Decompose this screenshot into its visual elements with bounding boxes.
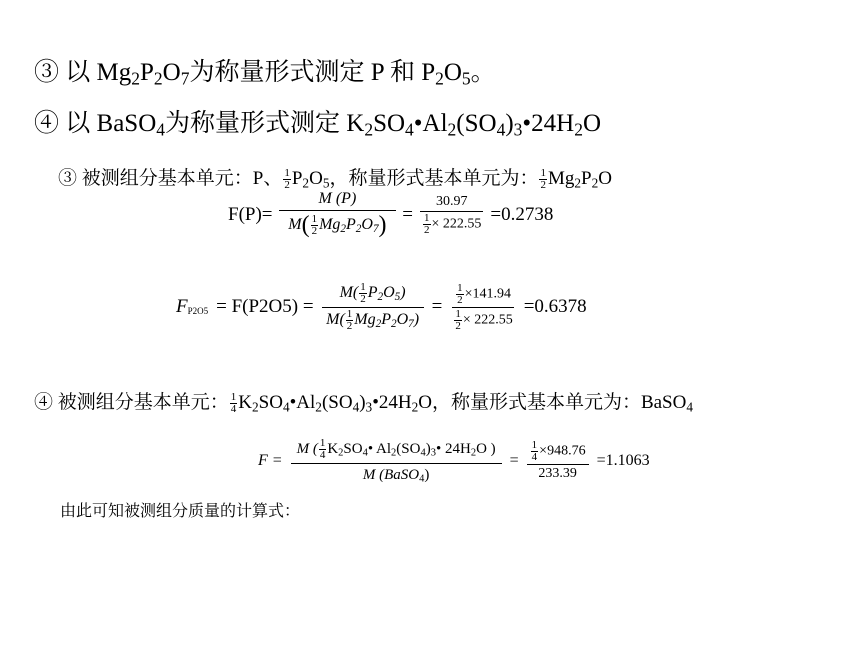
- equation-f-alum: F = M ( $\frac{1}{4}$ $K_2SO_4•$ $Al_2(SO_4)_3•$ $24H_2O$ ) M (BaSO$_4$) = $\frac{1}{4}$ ×948.76 233.39 =1.1063: [258, 437, 650, 485]
- heading-line-2: ④ 以 BaSO$_4$为称量形式测定 $K_2SO_4•Al_2(SO_4)_3•24H_2O$: [34, 110, 602, 140]
- footer-text: 由此可知被测组分质量的计算式：: [60, 503, 301, 520]
- half-fraction: $\frac{1}{2}$: [284, 167, 290, 192]
- circled-3-marker: ③: [34, 59, 60, 86]
- equation-f-p2o5: FP2O5 = F(P2O5) = M( $\frac{1}{2}$ $P_2O_5$) M( $\frac{1}{2}$ $Mg_2P_2O_7$) = $\frac{1}{2}$ ×141.94 $\frac{1}{2}$ × 222.55 =0.6378: [176, 281, 587, 332]
- equation-f-p: F(P)= M (P) M( $\frac{1}{2}$ $Mg_2P_2O_7$) = 30.97 $\frac{1}{2}$ × 222.55 =0.2738: [228, 190, 554, 238]
- heading-line-1: ③ 以 $Mg_2P_2O_7$为称量形式测定 P 和 $P_2O_5$。: [34, 59, 496, 89]
- circled-4-marker: ④: [34, 110, 60, 137]
- quarter-fraction: $\frac{1}{4}$: [230, 391, 237, 416]
- basic-unit-line-4: ④ 被测组分基本单元： $\frac{1}{4}$ $K_2SO_4•Al_2(SO_4)_3•24H_2O$，称量形式基本单元为：BaSO$_4$: [34, 391, 694, 416]
- basic-unit-line-3: ③ 被测组分基本单元：P、 $\frac{1}{2}$ $P_2O_5$，称量形式基本单元为： $\frac{1}{2}$ $Mg_2P_2O$: [58, 167, 613, 192]
